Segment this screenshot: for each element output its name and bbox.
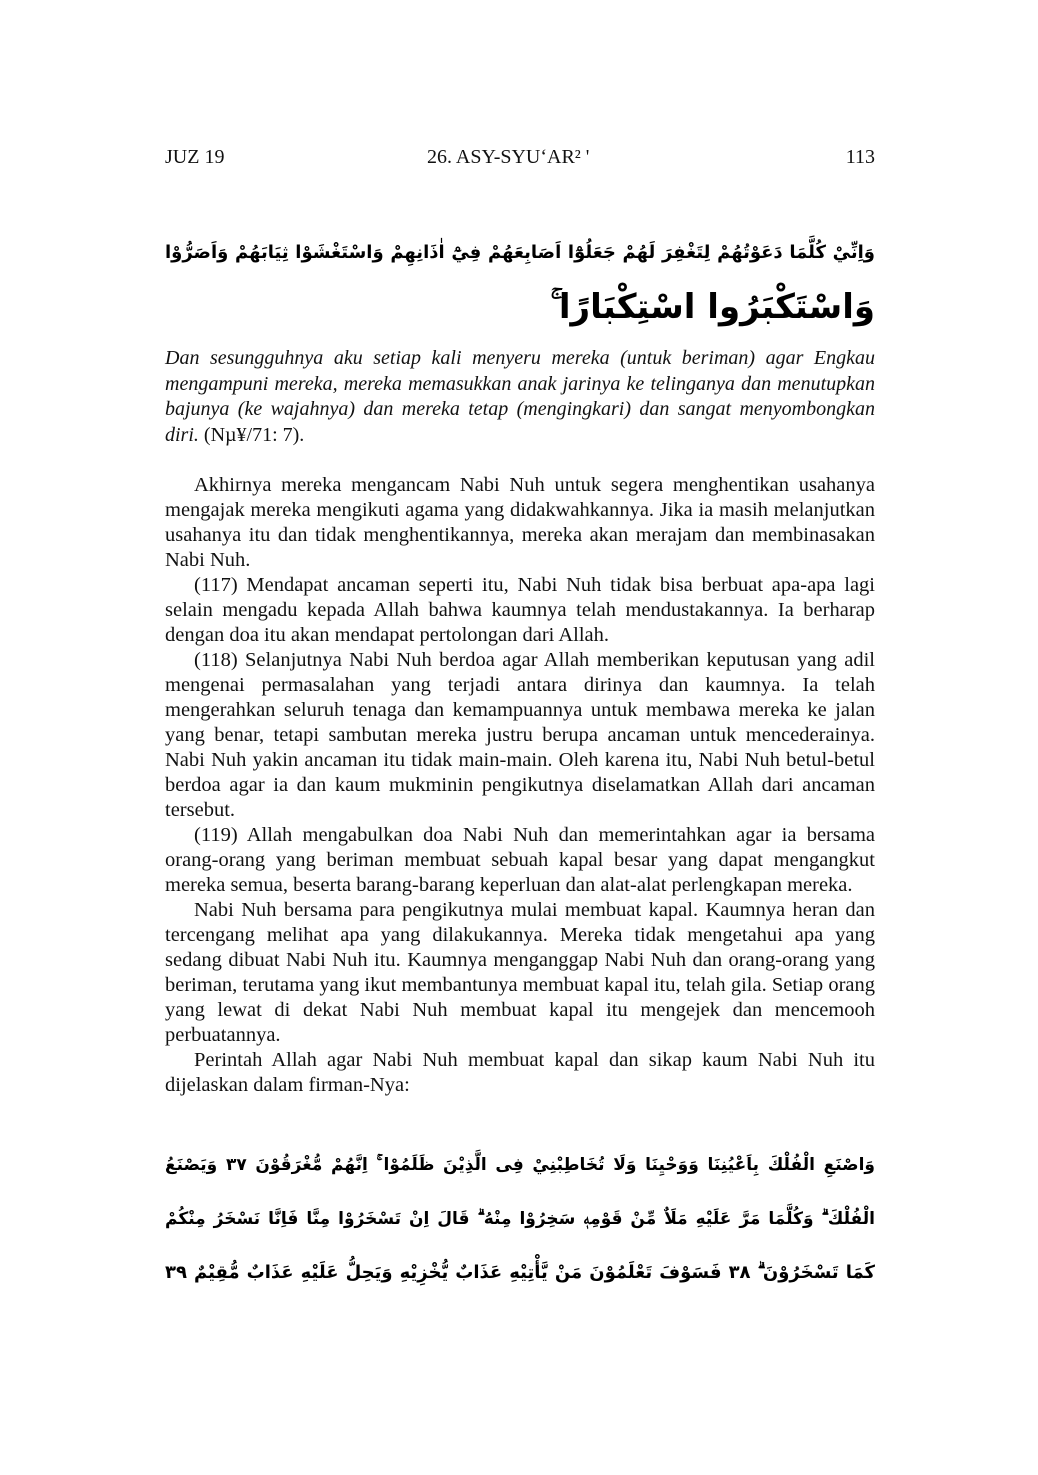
- verse-reference: (Nµ¥/71: 7).: [203, 423, 305, 446]
- arabic-verse-block-2: [165, 1138, 875, 1300]
- paragraph: (119) Allah mengabulkan doa Nabi Nuh dan memerintahkan agar ia bersama orang-orang yang beriman membuat sebuah kapal besar yang dapat mengangkut mereka semua, beserta barang-barang keperluan dan alat-alat perlengkapan mereka.: [165, 824, 875, 896]
- paragraph: Akhirnya mereka mengancam Nabi Nuh untuk segera menghentikan usahanya mengajak mereka mengikuti agama yang didakwahkannya. Jika ia masih melanjutkan usahanya itu dan tidak menghentikannya, mereka akan merajam dan membinasakan Nabi Nuh.: [165, 474, 875, 571]
- paragraph: (117) Mendapat ancaman seperti itu, Nabi Nuh tidak bisa berbuat apa-apa lagi selain mengadu kepada Allah bahwa kaumnya telah mendustakannya. Ia berharap dengan doa itu akan mendapat pertolongan dari Allah.: [165, 574, 875, 646]
- arabic-line: كَمَا تَسْخَرُوْنَ ۗ ٣٨ فَسَوْفَ تَعْلَمُوْنَ مَنْ يَّأْتِيْهِ عَذَابٌ يُّخْزِيْهِ وَيَحِلُّ عَلَيْهِ عَذَابٌ مُّقِيْمٌ ٣٩: [165, 1262, 875, 1283]
- commentary-body: [165, 473, 875, 1098]
- arabic-line: الْفُلْكَ ۗ وَكُلَّمَا مَرَّ عَلَيْهِ مَلَاٌ مِّنْ قَوْمِهٖ سَخِرُوْا مِنْهُ ۗ قَالَ اِنْ تَسْخَرُوْا مِنَّا فَاِنَّا نَسْخَرُ مِنْكُمْ: [165, 1209, 875, 1229]
- arabic-line: وَاصْنَعِ الْفُلْكَ بِاَعْيُنِنَا وَوَحْيِنَا وَلَا تُخَاطِبْنِيْ فِى الَّذِيْنَ ظَلَمُوْا ۚ اِنَّهُمْ مُّغْرَقُوْنَ ٣٧ وَيَصْنَعُ: [165, 1155, 875, 1175]
- juz-label: JUZ 19: [165, 146, 225, 168]
- surah-title: 26. ASY-SYU‘AR² ': [427, 146, 590, 168]
- paragraph: Nabi Nuh bersama para pengikutnya mulai membuat kapal. Kaumnya heran dan tercengang melihat apa yang dilakukannya. Mereka tidak mengetahui apa yang sedang dibuat Nabi Nuh itu. Kaumnya menganggap Nabi Nuh dan orang-orang yang beriman, terutama yang ikut membantunya membuat kapal itu, telah gila. Setiap orang yang lewat di dekat Nabi Nuh membuat kapal itu mengejek dan mencemooh perbuatannya.: [165, 899, 875, 1046]
- paragraph: Perintah Allah agar Nabi Nuh membuat kapal dan sikap kaum Nabi Nuh itu dijelaskan dalam firman-Nya:: [165, 1049, 875, 1096]
- arabic-verse-block-1: [165, 224, 875, 332]
- verse-translation: [165, 346, 875, 448]
- arabic-line: وَاسْتَكْبَرُوا اسْتِكْبَارًا ۚ: [550, 287, 875, 327]
- arabic-line: وَاِنِّيْ كُلَّمَا دَعَوْتُهُمْ لِتَغْفِرَ لَهُمْ جَعَلُوْٓا اَصَابِعَهُمْ فِيْٓ اٰذَانِهِمْ وَاسْتَغْشَوْا ثِيَابَهُمْ وَاَصَرُّوْا: [165, 242, 875, 263]
- page-header: [165, 146, 875, 174]
- page-number: 113: [845, 146, 875, 168]
- translation-text: Dan sesungguhnya aku setiap kali menyeru mereka (untuk beriman) agar Engkau mengampuni mereka, mereka memasukkan anak jarinya ke telinganya dan menutupkan bajunya (ke wajahnya) dan mereka tetap (mengingkari) dan sangat menyombongkan diri.: [165, 347, 875, 446]
- paragraph: (118) Selanjutnya Nabi Nuh berdoa agar Allah memberikan keputusan yang adil mengenai permasalahan yang terjadi antara dirinya dan kaumnya. Ia telah mengerahkan seluruh tenaga dan kemampuannya untuk membawa mereka ke jalan yang benar, tetapi sambutan mereka justru berupa ancaman untuk mencederainya. Nabi Nuh yakin ancaman itu tidak main-main. Oleh karena itu, Nabi Nuh betul-betul berdoa agar ia dan kaum mukminin pengikutnya diselamatkan Allah dari ancaman tersebut.: [165, 649, 875, 821]
